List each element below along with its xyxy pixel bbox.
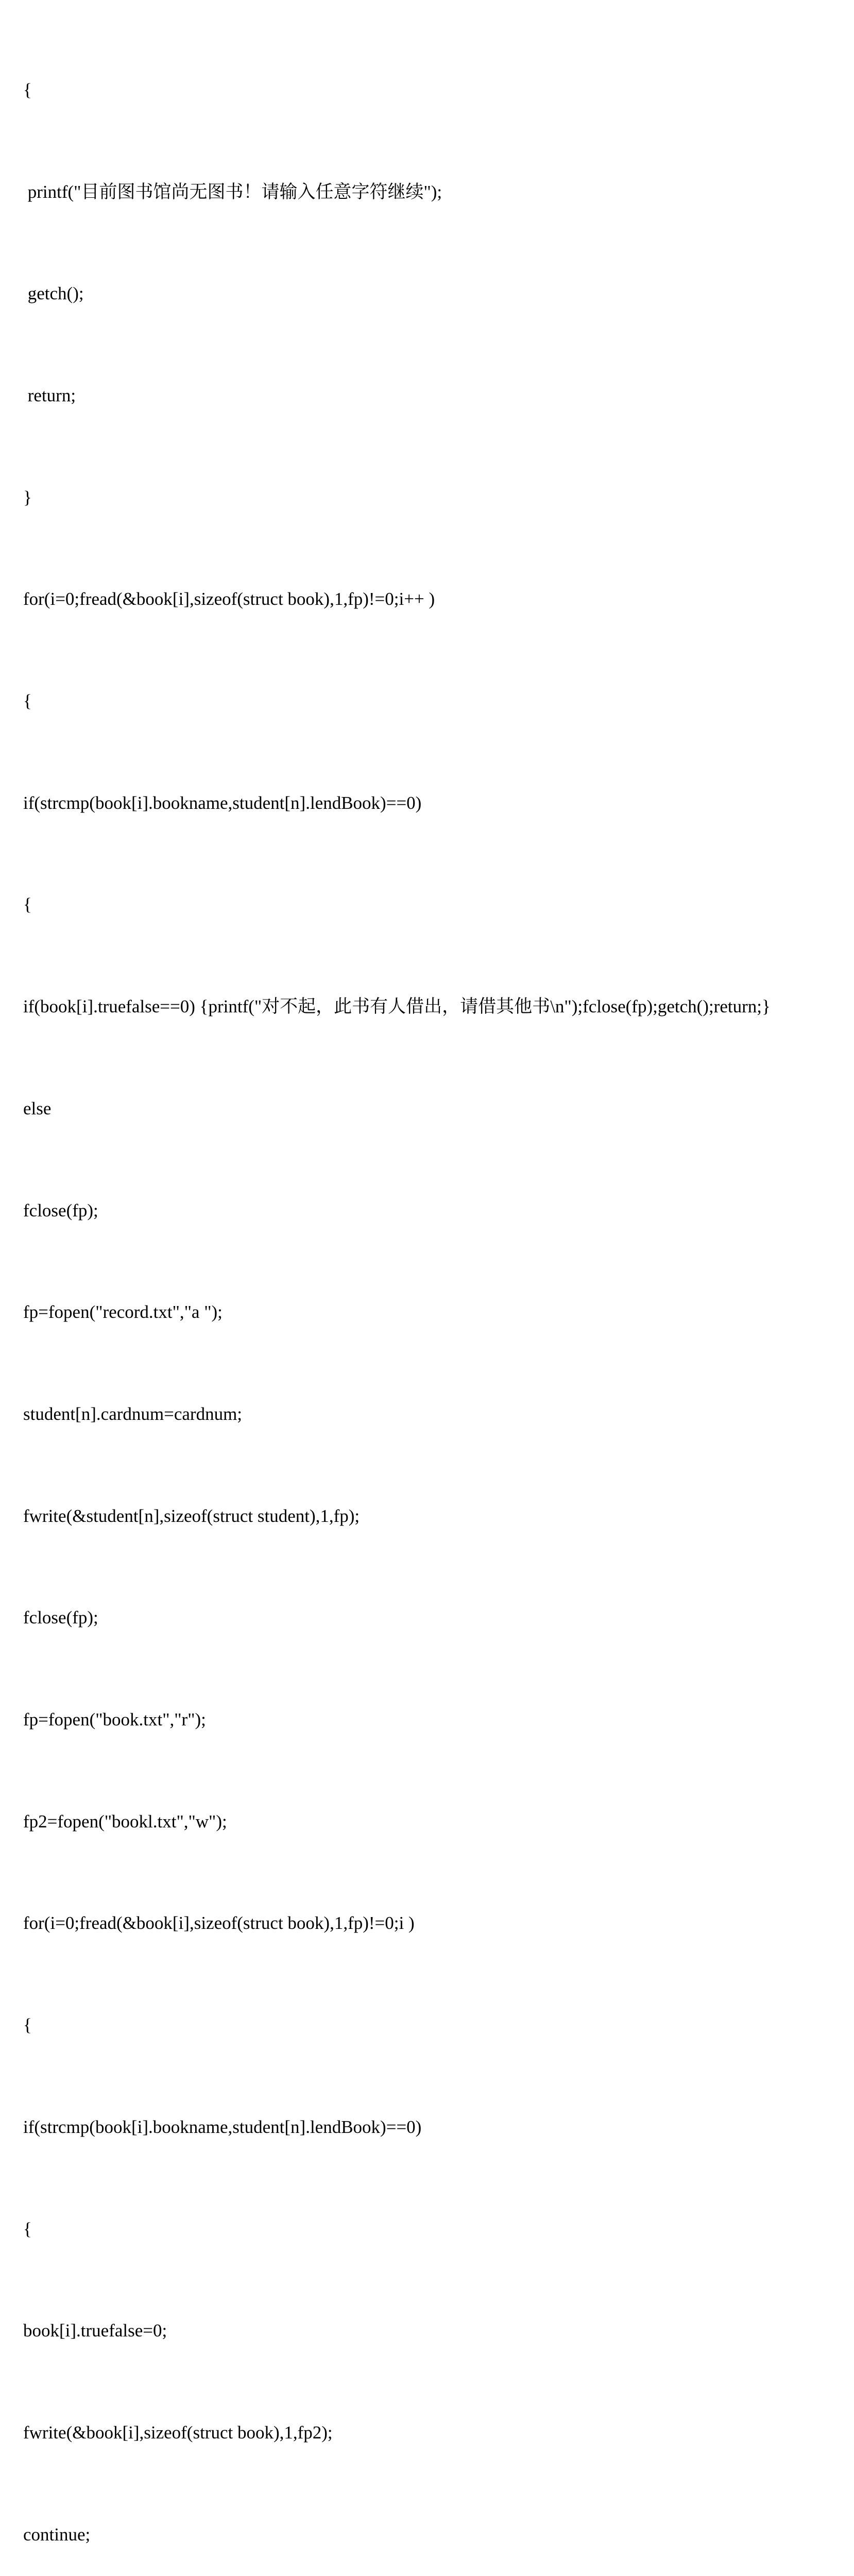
code-line: else [23,1098,52,1118]
code-line: getch(); [23,283,84,304]
code-line: if(strcmp(book[i].bookname,student[n].lendBook)==0) [23,792,422,813]
code-line: if(book[i].truefalse==0) {printf("对不起，此书有人借出，请借其他书\n");fclose(fp);getch();return;} [23,996,771,1017]
code-line: return; [23,385,76,405]
code-line: fp2=fopen("bookl.txt","w"); [23,1811,227,1832]
code-line: { [23,79,32,100]
code-line: for(i=0;fread(&book[i],sizeof(struct book),1,fp)!=0;i ) [23,1913,415,1934]
code-block [23,5,842,2545]
code-line: fp=fopen("record.txt","a "); [23,1302,223,1323]
code-line: fp=fopen("book.txt","r"); [23,1709,206,1730]
code-line: printf("目前图书馆尚无图书！请输入任意字符继续"); [23,181,442,202]
code-line: { [23,894,32,915]
code-line: for(i=0;fread(&book[i],sizeof(struct book),1,fp)!=0;i++ ) [23,589,435,609]
code-line: fwrite(&student[n],sizeof(struct student),1,fp); [23,1505,360,1526]
code-line: { [23,2218,32,2239]
code-line: { [23,691,32,711]
code-line: student[n].cardnum=cardnum; [23,1403,243,1424]
code-line: { [23,2015,32,2036]
code-line: book[i].truefalse=0; [23,2320,167,2341]
code-line: if(strcmp(book[i].bookname,student[n].lendBook)==0) [23,2116,422,2137]
code-line: fclose(fp); [23,1200,98,1221]
code-line: continue; [23,2524,91,2545]
code-line: } [23,487,32,507]
code-line: fwrite(&book[i],sizeof(struct book),1,fp2); [23,2422,333,2443]
code-line: fclose(fp); [23,1607,98,1628]
